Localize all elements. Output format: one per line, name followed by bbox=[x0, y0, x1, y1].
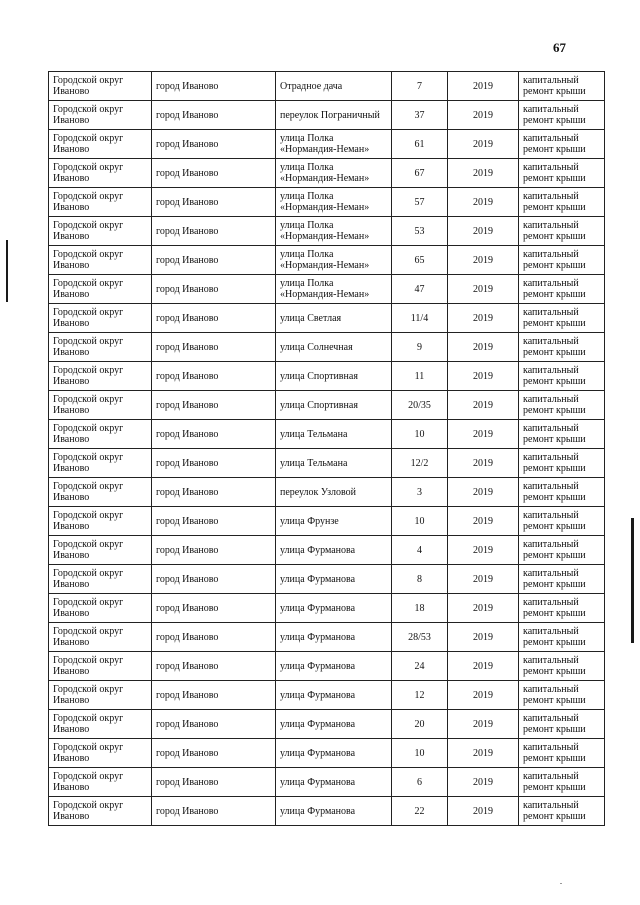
year-cell: 2019 bbox=[448, 768, 519, 797]
district-cell: Городской округ Иваново bbox=[49, 217, 152, 246]
table-row bbox=[49, 478, 605, 507]
city-cell: город Иваново bbox=[152, 275, 276, 304]
table-row bbox=[49, 536, 605, 565]
district-cell: Городской округ Иваново bbox=[49, 710, 152, 739]
district-cell: Городской округ Иваново bbox=[49, 565, 152, 594]
city-cell: город Иваново bbox=[152, 304, 276, 333]
city-cell: город Иваново bbox=[152, 652, 276, 681]
work-type-cell: капитальный ремонт крыши bbox=[519, 362, 605, 391]
work-type-cell: капитальный ремонт крыши bbox=[519, 246, 605, 275]
house-number-cell: 8 bbox=[392, 565, 448, 594]
city-cell: город Иваново bbox=[152, 768, 276, 797]
city-cell: город Иваново bbox=[152, 681, 276, 710]
table-row bbox=[49, 159, 605, 188]
city-cell: город Иваново bbox=[152, 420, 276, 449]
house-number-cell: 4 bbox=[392, 536, 448, 565]
table-row bbox=[49, 275, 605, 304]
work-type-cell: капитальный ремонт крыши bbox=[519, 797, 605, 826]
table-row bbox=[49, 652, 605, 681]
table-row bbox=[49, 507, 605, 536]
district-cell: Городской округ Иваново bbox=[49, 536, 152, 565]
district-cell: Городской округ Иваново bbox=[49, 188, 152, 217]
street-cell: улица Солнечная bbox=[276, 333, 392, 362]
year-cell: 2019 bbox=[448, 681, 519, 710]
work-type-cell: капитальный ремонт крыши bbox=[519, 507, 605, 536]
district-cell: Городской округ Иваново bbox=[49, 739, 152, 768]
year-cell: 2019 bbox=[448, 304, 519, 333]
house-number-cell: 9 bbox=[392, 333, 448, 362]
work-type-cell: капитальный ремонт крыши bbox=[519, 275, 605, 304]
table-row bbox=[49, 797, 605, 826]
work-type-cell: капитальный ремонт крыши bbox=[519, 159, 605, 188]
table-row bbox=[49, 768, 605, 797]
work-type-cell: капитальный ремонт крыши bbox=[519, 304, 605, 333]
city-cell: город Иваново bbox=[152, 623, 276, 652]
table-row bbox=[49, 130, 605, 159]
table-row bbox=[49, 739, 605, 768]
district-cell: Городской округ Иваново bbox=[49, 507, 152, 536]
year-cell: 2019 bbox=[448, 130, 519, 159]
work-type-cell: капитальный ремонт крыши bbox=[519, 217, 605, 246]
street-cell: переулок Пограничный bbox=[276, 101, 392, 130]
year-cell: 2019 bbox=[448, 159, 519, 188]
year-cell: 2019 bbox=[448, 710, 519, 739]
house-number-cell: 20 bbox=[392, 710, 448, 739]
city-cell: город Иваново bbox=[152, 101, 276, 130]
year-cell: 2019 bbox=[448, 246, 519, 275]
district-cell: Городской округ Иваново bbox=[49, 594, 152, 623]
work-type-cell: капитальный ремонт крыши bbox=[519, 333, 605, 362]
scan-margin-bar-right bbox=[631, 518, 634, 643]
district-cell: Городской округ Иваново bbox=[49, 652, 152, 681]
street-cell: улица Полка «Нормандия-Неман» bbox=[276, 246, 392, 275]
street-cell: улица Спортивная bbox=[276, 391, 392, 420]
house-number-cell: 20/35 bbox=[392, 391, 448, 420]
district-cell: Городской округ Иваново bbox=[49, 159, 152, 188]
house-number-cell: 28/53 bbox=[392, 623, 448, 652]
table-row bbox=[49, 101, 605, 130]
work-type-cell: капитальный ремонт крыши bbox=[519, 449, 605, 478]
table-row bbox=[49, 710, 605, 739]
district-cell: Городской округ Иваново bbox=[49, 275, 152, 304]
street-cell: улица Фурманова bbox=[276, 536, 392, 565]
house-number-cell: 53 bbox=[392, 217, 448, 246]
year-cell: 2019 bbox=[448, 478, 519, 507]
city-cell: город Иваново bbox=[152, 333, 276, 362]
district-cell: Городской округ Иваново bbox=[49, 246, 152, 275]
district-cell: Городской округ Иваново bbox=[49, 420, 152, 449]
work-type-cell: капитальный ремонт крыши bbox=[519, 739, 605, 768]
year-cell: 2019 bbox=[448, 623, 519, 652]
work-type-cell: капитальный ремонт крыши bbox=[519, 565, 605, 594]
year-cell: 2019 bbox=[448, 565, 519, 594]
work-type-cell: капитальный ремонт крыши bbox=[519, 536, 605, 565]
table-row bbox=[49, 623, 605, 652]
street-cell: улица Фурманова bbox=[276, 710, 392, 739]
roof-repair-table bbox=[48, 71, 605, 826]
city-cell: город Иваново bbox=[152, 246, 276, 275]
work-type-cell: капитальный ремонт крыши bbox=[519, 652, 605, 681]
table-row bbox=[49, 420, 605, 449]
table-row bbox=[49, 391, 605, 420]
street-cell: улица Фурманова bbox=[276, 797, 392, 826]
work-type-cell: капитальный ремонт крыши bbox=[519, 420, 605, 449]
street-cell: улица Фрунзе bbox=[276, 507, 392, 536]
house-number-cell: 67 bbox=[392, 159, 448, 188]
year-cell: 2019 bbox=[448, 101, 519, 130]
house-number-cell: 57 bbox=[392, 188, 448, 217]
year-cell: 2019 bbox=[448, 188, 519, 217]
work-type-cell: капитальный ремонт крыши bbox=[519, 478, 605, 507]
house-number-cell: 61 bbox=[392, 130, 448, 159]
street-cell: Отрадное дача bbox=[276, 72, 392, 101]
city-cell: город Иваново bbox=[152, 159, 276, 188]
house-number-cell: 65 bbox=[392, 246, 448, 275]
house-number-cell: 37 bbox=[392, 101, 448, 130]
work-type-cell: капитальный ремонт крыши bbox=[519, 130, 605, 159]
city-cell: город Иваново bbox=[152, 594, 276, 623]
year-cell: 2019 bbox=[448, 362, 519, 391]
work-type-cell: капитальный ремонт крыши bbox=[519, 768, 605, 797]
year-cell: 2019 bbox=[448, 391, 519, 420]
street-cell: улица Полка «Нормандия-Неман» bbox=[276, 217, 392, 246]
year-cell: 2019 bbox=[448, 72, 519, 101]
street-cell: улица Тельмана bbox=[276, 449, 392, 478]
city-cell: город Иваново bbox=[152, 188, 276, 217]
table-body bbox=[49, 72, 605, 826]
year-cell: 2019 bbox=[448, 507, 519, 536]
year-cell: 2019 bbox=[448, 217, 519, 246]
table-row bbox=[49, 188, 605, 217]
city-cell: город Иваново bbox=[152, 507, 276, 536]
year-cell: 2019 bbox=[448, 797, 519, 826]
table-row bbox=[49, 304, 605, 333]
city-cell: город Иваново bbox=[152, 739, 276, 768]
house-number-cell: 22 bbox=[392, 797, 448, 826]
house-number-cell: 24 bbox=[392, 652, 448, 681]
district-cell: Городской округ Иваново bbox=[49, 681, 152, 710]
street-cell: улица Фурманова bbox=[276, 565, 392, 594]
house-number-cell: 10 bbox=[392, 420, 448, 449]
year-cell: 2019 bbox=[448, 652, 519, 681]
street-cell: улица Фурманова bbox=[276, 623, 392, 652]
street-cell: улица Полка «Нормандия-Неман» bbox=[276, 159, 392, 188]
house-number-cell: 10 bbox=[392, 507, 448, 536]
year-cell: 2019 bbox=[448, 594, 519, 623]
city-cell: город Иваново bbox=[152, 710, 276, 739]
house-number-cell: 11/4 bbox=[392, 304, 448, 333]
year-cell: 2019 bbox=[448, 449, 519, 478]
city-cell: город Иваново bbox=[152, 449, 276, 478]
table-row bbox=[49, 449, 605, 478]
city-cell: город Иваново bbox=[152, 565, 276, 594]
street-cell: улица Полка «Нормандия-Неман» bbox=[276, 275, 392, 304]
work-type-cell: капитальный ремонт крыши bbox=[519, 594, 605, 623]
table-row bbox=[49, 246, 605, 275]
district-cell: Городской округ Иваново bbox=[49, 449, 152, 478]
year-cell: 2019 bbox=[448, 420, 519, 449]
table-row bbox=[49, 565, 605, 594]
district-cell: Городской округ Иваново bbox=[49, 797, 152, 826]
house-number-cell: 10 bbox=[392, 739, 448, 768]
district-cell: Городской округ Иваново bbox=[49, 623, 152, 652]
city-cell: город Иваново bbox=[152, 478, 276, 507]
table-row bbox=[49, 362, 605, 391]
table-row bbox=[49, 594, 605, 623]
house-number-cell: 7 bbox=[392, 72, 448, 101]
city-cell: город Иваново bbox=[152, 391, 276, 420]
district-cell: Городской округ Иваново bbox=[49, 391, 152, 420]
street-cell: улица Полка «Нормандия-Неман» bbox=[276, 188, 392, 217]
table-row bbox=[49, 217, 605, 246]
city-cell: город Иваново bbox=[152, 72, 276, 101]
work-type-cell: капитальный ремонт крыши bbox=[519, 391, 605, 420]
house-number-cell: 3 bbox=[392, 478, 448, 507]
street-cell: улица Фурманова bbox=[276, 681, 392, 710]
house-number-cell: 18 bbox=[392, 594, 448, 623]
street-cell: улица Светлая bbox=[276, 304, 392, 333]
district-cell: Городской округ Иваново bbox=[49, 362, 152, 391]
street-cell: улица Фурманова bbox=[276, 739, 392, 768]
table-row bbox=[49, 681, 605, 710]
work-type-cell: капитальный ремонт крыши bbox=[519, 681, 605, 710]
work-type-cell: капитальный ремонт крыши bbox=[519, 72, 605, 101]
house-number-cell: 6 bbox=[392, 768, 448, 797]
street-cell: улица Фурманова bbox=[276, 652, 392, 681]
page-number: 67 bbox=[553, 40, 566, 55]
scan-speck bbox=[560, 883, 562, 884]
street-cell: улица Фурманова bbox=[276, 594, 392, 623]
street-cell: улица Полка «Нормандия-Неман» bbox=[276, 130, 392, 159]
street-cell: улица Спортивная bbox=[276, 362, 392, 391]
house-number-cell: 47 bbox=[392, 275, 448, 304]
scan-margin-bar-left bbox=[6, 240, 8, 302]
district-cell: Городской округ Иваново bbox=[49, 101, 152, 130]
house-number-cell: 12 bbox=[392, 681, 448, 710]
city-cell: город Иваново bbox=[152, 797, 276, 826]
district-cell: Городской округ Иваново bbox=[49, 768, 152, 797]
work-type-cell: капитальный ремонт крыши bbox=[519, 101, 605, 130]
district-cell: Городской округ Иваново bbox=[49, 333, 152, 362]
table-row bbox=[49, 333, 605, 362]
work-type-cell: капитальный ремонт крыши bbox=[519, 188, 605, 217]
city-cell: город Иваново bbox=[152, 536, 276, 565]
city-cell: город Иваново bbox=[152, 130, 276, 159]
house-number-cell: 11 bbox=[392, 362, 448, 391]
street-cell: улица Фурманова bbox=[276, 768, 392, 797]
house-number-cell: 12/2 bbox=[392, 449, 448, 478]
district-cell: Городской округ Иваново bbox=[49, 478, 152, 507]
work-type-cell: капитальный ремонт крыши bbox=[519, 710, 605, 739]
year-cell: 2019 bbox=[448, 275, 519, 304]
year-cell: 2019 bbox=[448, 536, 519, 565]
city-cell: город Иваново bbox=[152, 362, 276, 391]
district-cell: Городской округ Иваново bbox=[49, 72, 152, 101]
street-cell: переулок Узловой bbox=[276, 478, 392, 507]
year-cell: 2019 bbox=[448, 333, 519, 362]
district-cell: Городской округ Иваново bbox=[49, 130, 152, 159]
year-cell: 2019 bbox=[448, 739, 519, 768]
work-type-cell: капитальный ремонт крыши bbox=[519, 623, 605, 652]
district-cell: Городской округ Иваново bbox=[49, 304, 152, 333]
table-row bbox=[49, 72, 605, 101]
street-cell: улица Тельмана bbox=[276, 420, 392, 449]
city-cell: город Иваново bbox=[152, 217, 276, 246]
